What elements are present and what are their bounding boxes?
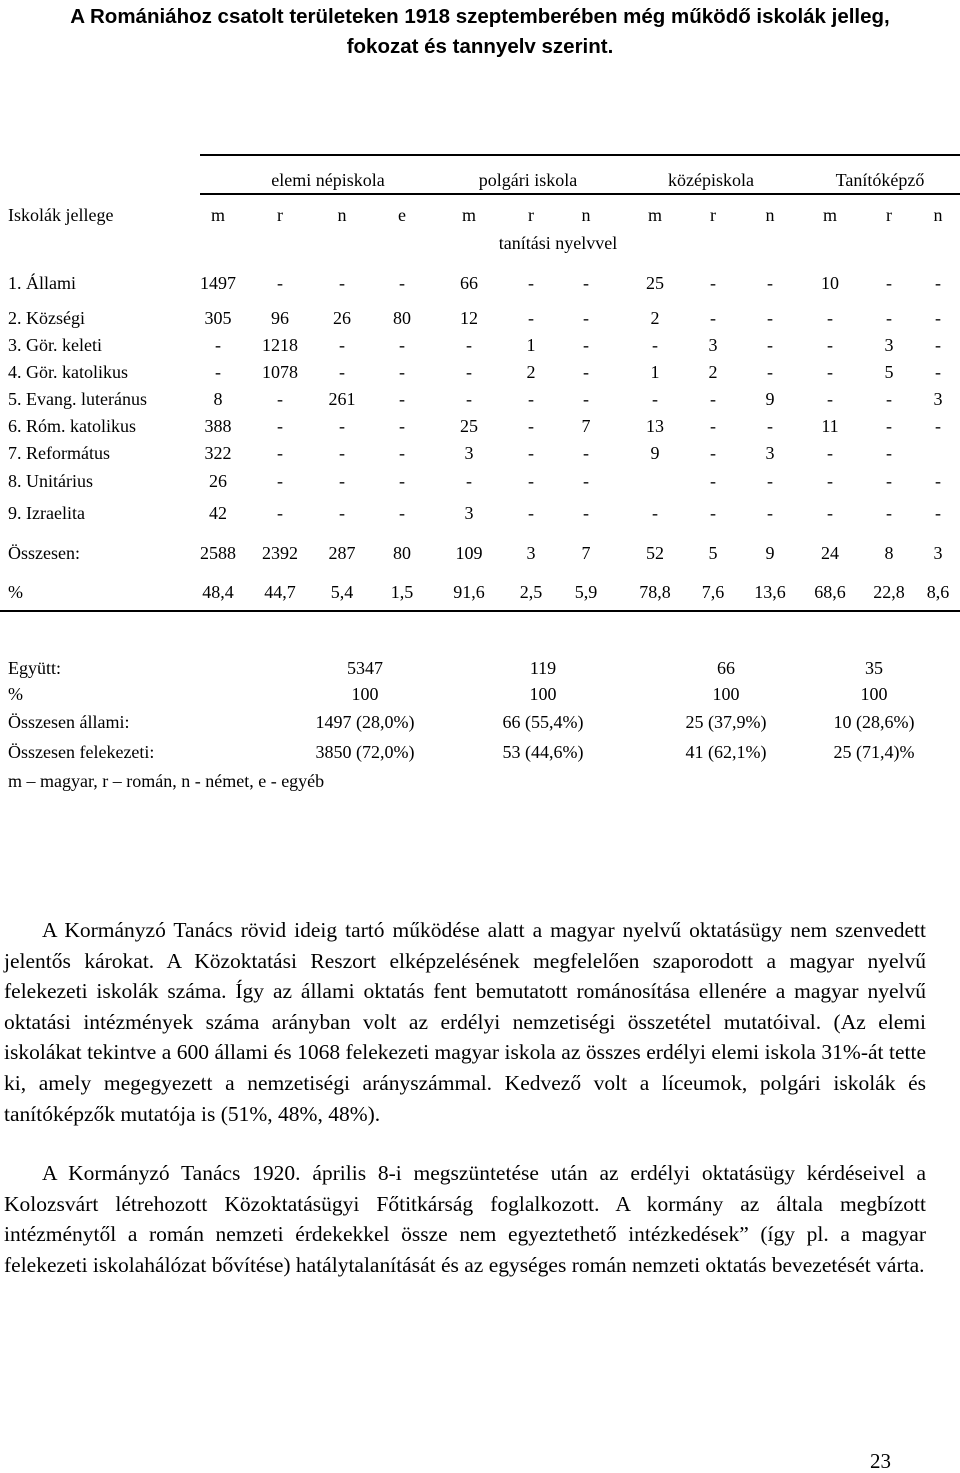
table-cell: 10 (821, 273, 839, 293)
table-row-label: 5. Evang. luteránus (8, 389, 147, 409)
title-line-2: fokozat és tannyelv szerint. (346, 35, 614, 58)
table-cell: - (827, 503, 833, 523)
row-header-label: Iskolák jellege (8, 205, 114, 225)
table-cell: - (399, 443, 405, 463)
table-cell: - (583, 273, 589, 293)
table-row-label: 7. Református (8, 443, 110, 463)
language-code-header: n (765, 205, 775, 225)
table-cell: 96 (271, 308, 289, 328)
table-bottom-rule (0, 610, 960, 612)
percent-cell: 5,9 (574, 582, 598, 602)
table-cell: - (277, 416, 283, 436)
table-cell: - (528, 308, 534, 328)
percent-cell: 91,6 (453, 582, 485, 602)
body-paragraph-2: A Kormányzó Tanács 1920. április 8-i megszüntetése után az erdélyi oktatásügy kérdéseivel a Kolozsvárt létrehozott Közoktatásügyi Főtitkárság foglalkozott. A kormány az általa megbízott intézménytől a román nemzeti érdekekkel össze nem egyeztethető intézkedések” (így pl. a magyar felekezeti iskolahálózat bővítése) hatálytalanítását és az egységes román nemzeti oktatás bevezetését várta. (4, 1161, 926, 1277)
total-cell: 2392 (262, 543, 298, 563)
table-cell: - (528, 389, 534, 409)
table-cell: - (399, 471, 405, 491)
table-cell: - (935, 416, 941, 436)
table-cell: - (935, 273, 941, 293)
total-cell: 8 (884, 543, 894, 563)
table-cell: - (710, 443, 716, 463)
table-cell: 12 (460, 308, 478, 328)
summary-cell: 100 (712, 684, 740, 704)
table-cell: 3 (933, 389, 943, 409)
language-code-header: m (822, 205, 837, 225)
table-cell: - (583, 335, 589, 355)
table-cell: - (886, 416, 892, 436)
summary-cell: 66 (717, 658, 735, 678)
table-cell: 1 (650, 362, 660, 382)
language-code-header: n (581, 205, 591, 225)
total-cell: 52 (646, 543, 664, 563)
total-cell: 109 (455, 543, 483, 563)
percent-cell: 8,6 (926, 582, 950, 602)
table-cell: - (399, 389, 405, 409)
table-cell: - (935, 503, 941, 523)
table-cell: 261 (328, 389, 356, 409)
table-cell: - (886, 308, 892, 328)
table-cell: 3 (464, 443, 474, 463)
percent-cell: 5,4 (330, 582, 354, 602)
school-type-header: elemi népiskola (271, 170, 385, 190)
table-cell: - (583, 503, 589, 523)
table-cell: - (767, 308, 773, 328)
table-cell: - (767, 503, 773, 523)
table-cell: - (277, 389, 283, 409)
table-cell: - (935, 471, 941, 491)
language-code-header: n (337, 205, 347, 225)
table-cell: 2 (650, 308, 660, 328)
summary-cell: 41 (62,1%) (685, 742, 767, 762)
page-number: 23 (870, 1449, 891, 1473)
total-cell: 80 (393, 543, 411, 563)
summary-cell: 100 (860, 684, 888, 704)
table-row-label: 9. Izraelita (8, 503, 85, 523)
total-cell: 287 (328, 543, 356, 563)
school-type-header: középiskola (668, 170, 754, 190)
table-cell: - (528, 503, 534, 523)
table-cell: - (399, 362, 405, 382)
table-cell: - (710, 308, 716, 328)
total-cell: 2588 (200, 543, 236, 563)
table-cell: 1078 (262, 362, 298, 382)
summary-cell: 25 (37,9%) (685, 712, 767, 732)
summary-row-label: Összesen felekezeti: (8, 742, 155, 762)
table-cell: - (935, 308, 941, 328)
table-cell: 3 (708, 335, 718, 355)
table-cell: - (886, 443, 892, 463)
title-line-1: A Romániához csatolt területeken 1918 szeptemberében még működő iskolák jelleg, (70, 5, 890, 28)
table-cell: - (528, 471, 534, 491)
table-cell: - (827, 308, 833, 328)
table-cell: - (339, 443, 345, 463)
table-cell: 11 (821, 416, 839, 436)
table-cell: - (399, 273, 405, 293)
table-cell: - (399, 335, 405, 355)
total-row-label: Összesen: (8, 543, 80, 563)
table-cell: - (339, 362, 345, 382)
percent-cell: 48,4 (202, 582, 234, 602)
table-cell: - (215, 335, 221, 355)
total-cell: 9 (765, 543, 775, 563)
summary-cell: 1497 (28,0%) (315, 712, 415, 732)
table-cell: - (583, 443, 589, 463)
summary-row-label: Együtt: (8, 658, 61, 678)
table-cell: 5 (884, 362, 894, 382)
table-cell: - (827, 471, 833, 491)
summary-row-label: Összesen állami: (8, 712, 130, 732)
table-cell: - (277, 273, 283, 293)
percent-cell: 22,8 (873, 582, 905, 602)
table-cell: - (466, 471, 472, 491)
table-cell: - (466, 335, 472, 355)
table-cell: - (935, 362, 941, 382)
school-type-header: Tanítóképző (835, 170, 925, 190)
total-cell: 5 (708, 543, 718, 563)
table-cell: - (767, 362, 773, 382)
table-row-label: 1. Állami (8, 273, 76, 293)
summary-cell: 119 (529, 658, 557, 678)
table-cell: - (710, 273, 716, 293)
table-cell: 1218 (262, 335, 298, 355)
table-cell: - (466, 362, 472, 382)
table-row-label: 6. Róm. katolikus (8, 416, 137, 436)
table-cell: - (710, 471, 716, 491)
percent-cell: 2,5 (519, 582, 543, 602)
table-cell: 9 (650, 443, 660, 463)
total-cell: 24 (821, 543, 839, 563)
table-cell: 9 (765, 389, 775, 409)
table-cell: - (935, 335, 941, 355)
table-cell: 13 (646, 416, 664, 436)
table-cell: - (339, 416, 345, 436)
table-cell: - (652, 503, 658, 523)
table-cell: - (827, 362, 833, 382)
table-cell: - (652, 389, 658, 409)
table-cell: - (528, 416, 534, 436)
table-cell: 305 (204, 308, 232, 328)
table-cell: - (399, 503, 405, 523)
summary-cell: 53 (44,6%) (502, 742, 584, 762)
summary-row-label: % (8, 684, 23, 704)
table-cell: - (215, 362, 221, 382)
page-title (0, 2, 960, 62)
table-cell: - (886, 389, 892, 409)
summary-cell: 3850 (72,0%) (315, 742, 415, 762)
table-cell: - (767, 273, 773, 293)
table-cell: 3 (765, 443, 775, 463)
table-cell: - (710, 503, 716, 523)
table-top-rule (200, 154, 960, 156)
table-cell: - (827, 389, 833, 409)
summary-cell: 25 (71,4)% (833, 742, 915, 762)
table-cell: - (767, 471, 773, 491)
table-cell: - (466, 389, 472, 409)
summary-cell: 66 (55,4%) (502, 712, 584, 732)
table-cell: 26 (333, 308, 351, 328)
table-cell: - (652, 335, 658, 355)
percent-cell: 78,8 (639, 582, 671, 602)
percent-cell: 68,6 (814, 582, 846, 602)
table-cell: - (277, 503, 283, 523)
table-cell: 42 (209, 503, 227, 523)
table-row-label: 3. Gör. keleti (8, 335, 102, 355)
table-cell: - (339, 273, 345, 293)
summary-cell: 100 (351, 684, 379, 704)
table-cell: 66 (460, 273, 478, 293)
table-cell: 1497 (200, 273, 236, 293)
table-row-label: 4. Gör. katolikus (8, 362, 128, 382)
table-row-label: 2. Községi (8, 308, 85, 328)
language-code-header: r (277, 205, 283, 225)
table-cell: - (339, 335, 345, 355)
table-cell: 25 (646, 273, 664, 293)
language-caption: tanítási nyelvvel (498, 233, 618, 253)
percent-cell: 7,6 (701, 582, 725, 602)
language-code-header: m (210, 205, 225, 225)
summary-cell: 5347 (347, 658, 383, 678)
body-paragraph-1: A Kormányzó Tanács rövid ideig tartó működése alatt a magyar nyelvű oktatásügy nem szenvedett jelentős károkat. A Közoktatási Reszort elképzelésének megfelelően szaporodott a magyar nyelvű felekezeti iskolák száma. Így az állami oktatás fent bemutatott románosítása ellenére a magyar nyelvű oktatási intézmények száma arányban volt az erdélyi nemzetiségi összetétel mutatóival. (Az elemi iskolákat tekintve a 600 állami és 1068 felekezeti magyar iskola az összes erdélyi elemi iskola 31%-át tette ki, amely megegyezett a nemzetiségi arányszámmal. Kedvező volt a líceumok, polgári iskolák és tanítóképzők mutatója is (51%, 48%, 48%). (4, 918, 926, 1126)
language-code-header: r (710, 205, 716, 225)
table-cell: - (277, 443, 283, 463)
header-group-rule (200, 193, 960, 195)
table-cell: - (886, 503, 892, 523)
language-code-header: n (933, 205, 943, 225)
language-legend: m – magyar, r – román, n - német, e - egyéb (8, 771, 325, 791)
table-cell: - (886, 471, 892, 491)
table-cell: 8 (213, 389, 223, 409)
table-cell: - (339, 471, 345, 491)
table-cell: - (583, 308, 589, 328)
table-cell: - (583, 471, 589, 491)
table-cell: - (767, 416, 773, 436)
table-cell: 3 (884, 335, 894, 355)
table-cell: 2 (708, 362, 718, 382)
summary-cell: 10 (28,6%) (833, 712, 915, 732)
summary-cell: 100 (529, 684, 557, 704)
table-cell: - (583, 362, 589, 382)
summary-cell: 35 (865, 658, 883, 678)
percent-cell: 44,7 (264, 582, 296, 602)
table-cell: 26 (209, 471, 227, 491)
table-cell: - (277, 471, 283, 491)
table-cell: 1 (526, 335, 536, 355)
table-cell: - (767, 335, 773, 355)
language-code-header: r (886, 205, 892, 225)
table-cell: - (399, 416, 405, 436)
table-cell: 388 (204, 416, 232, 436)
language-code-header: r (528, 205, 534, 225)
total-cell: 3 (526, 543, 536, 563)
table-cell: - (886, 273, 892, 293)
table-cell: - (339, 503, 345, 523)
table-cell: - (710, 389, 716, 409)
table-cell: - (710, 416, 716, 436)
language-code-header: e (398, 205, 406, 225)
total-cell: 3 (933, 543, 943, 563)
table-cell: - (583, 389, 589, 409)
table-cell: 322 (204, 443, 232, 463)
language-code-header: m (647, 205, 662, 225)
table-cell: 80 (393, 308, 411, 328)
school-type-header: polgári iskola (478, 170, 578, 190)
table-cell: 7 (581, 416, 591, 436)
percent-row-label: % (8, 582, 23, 602)
table-cell: 3 (464, 503, 474, 523)
table-cell: - (528, 443, 534, 463)
table-cell: 2 (526, 362, 536, 382)
table-cell: - (827, 335, 833, 355)
table-cell: - (528, 273, 534, 293)
table-cell: - (827, 443, 833, 463)
percent-cell: 1,5 (390, 582, 414, 602)
language-code-header: m (461, 205, 476, 225)
total-cell: 7 (581, 543, 591, 563)
percent-cell: 13,6 (754, 582, 786, 602)
table-row-label: 8. Unitárius (8, 471, 93, 491)
table-cell: 25 (460, 416, 478, 436)
